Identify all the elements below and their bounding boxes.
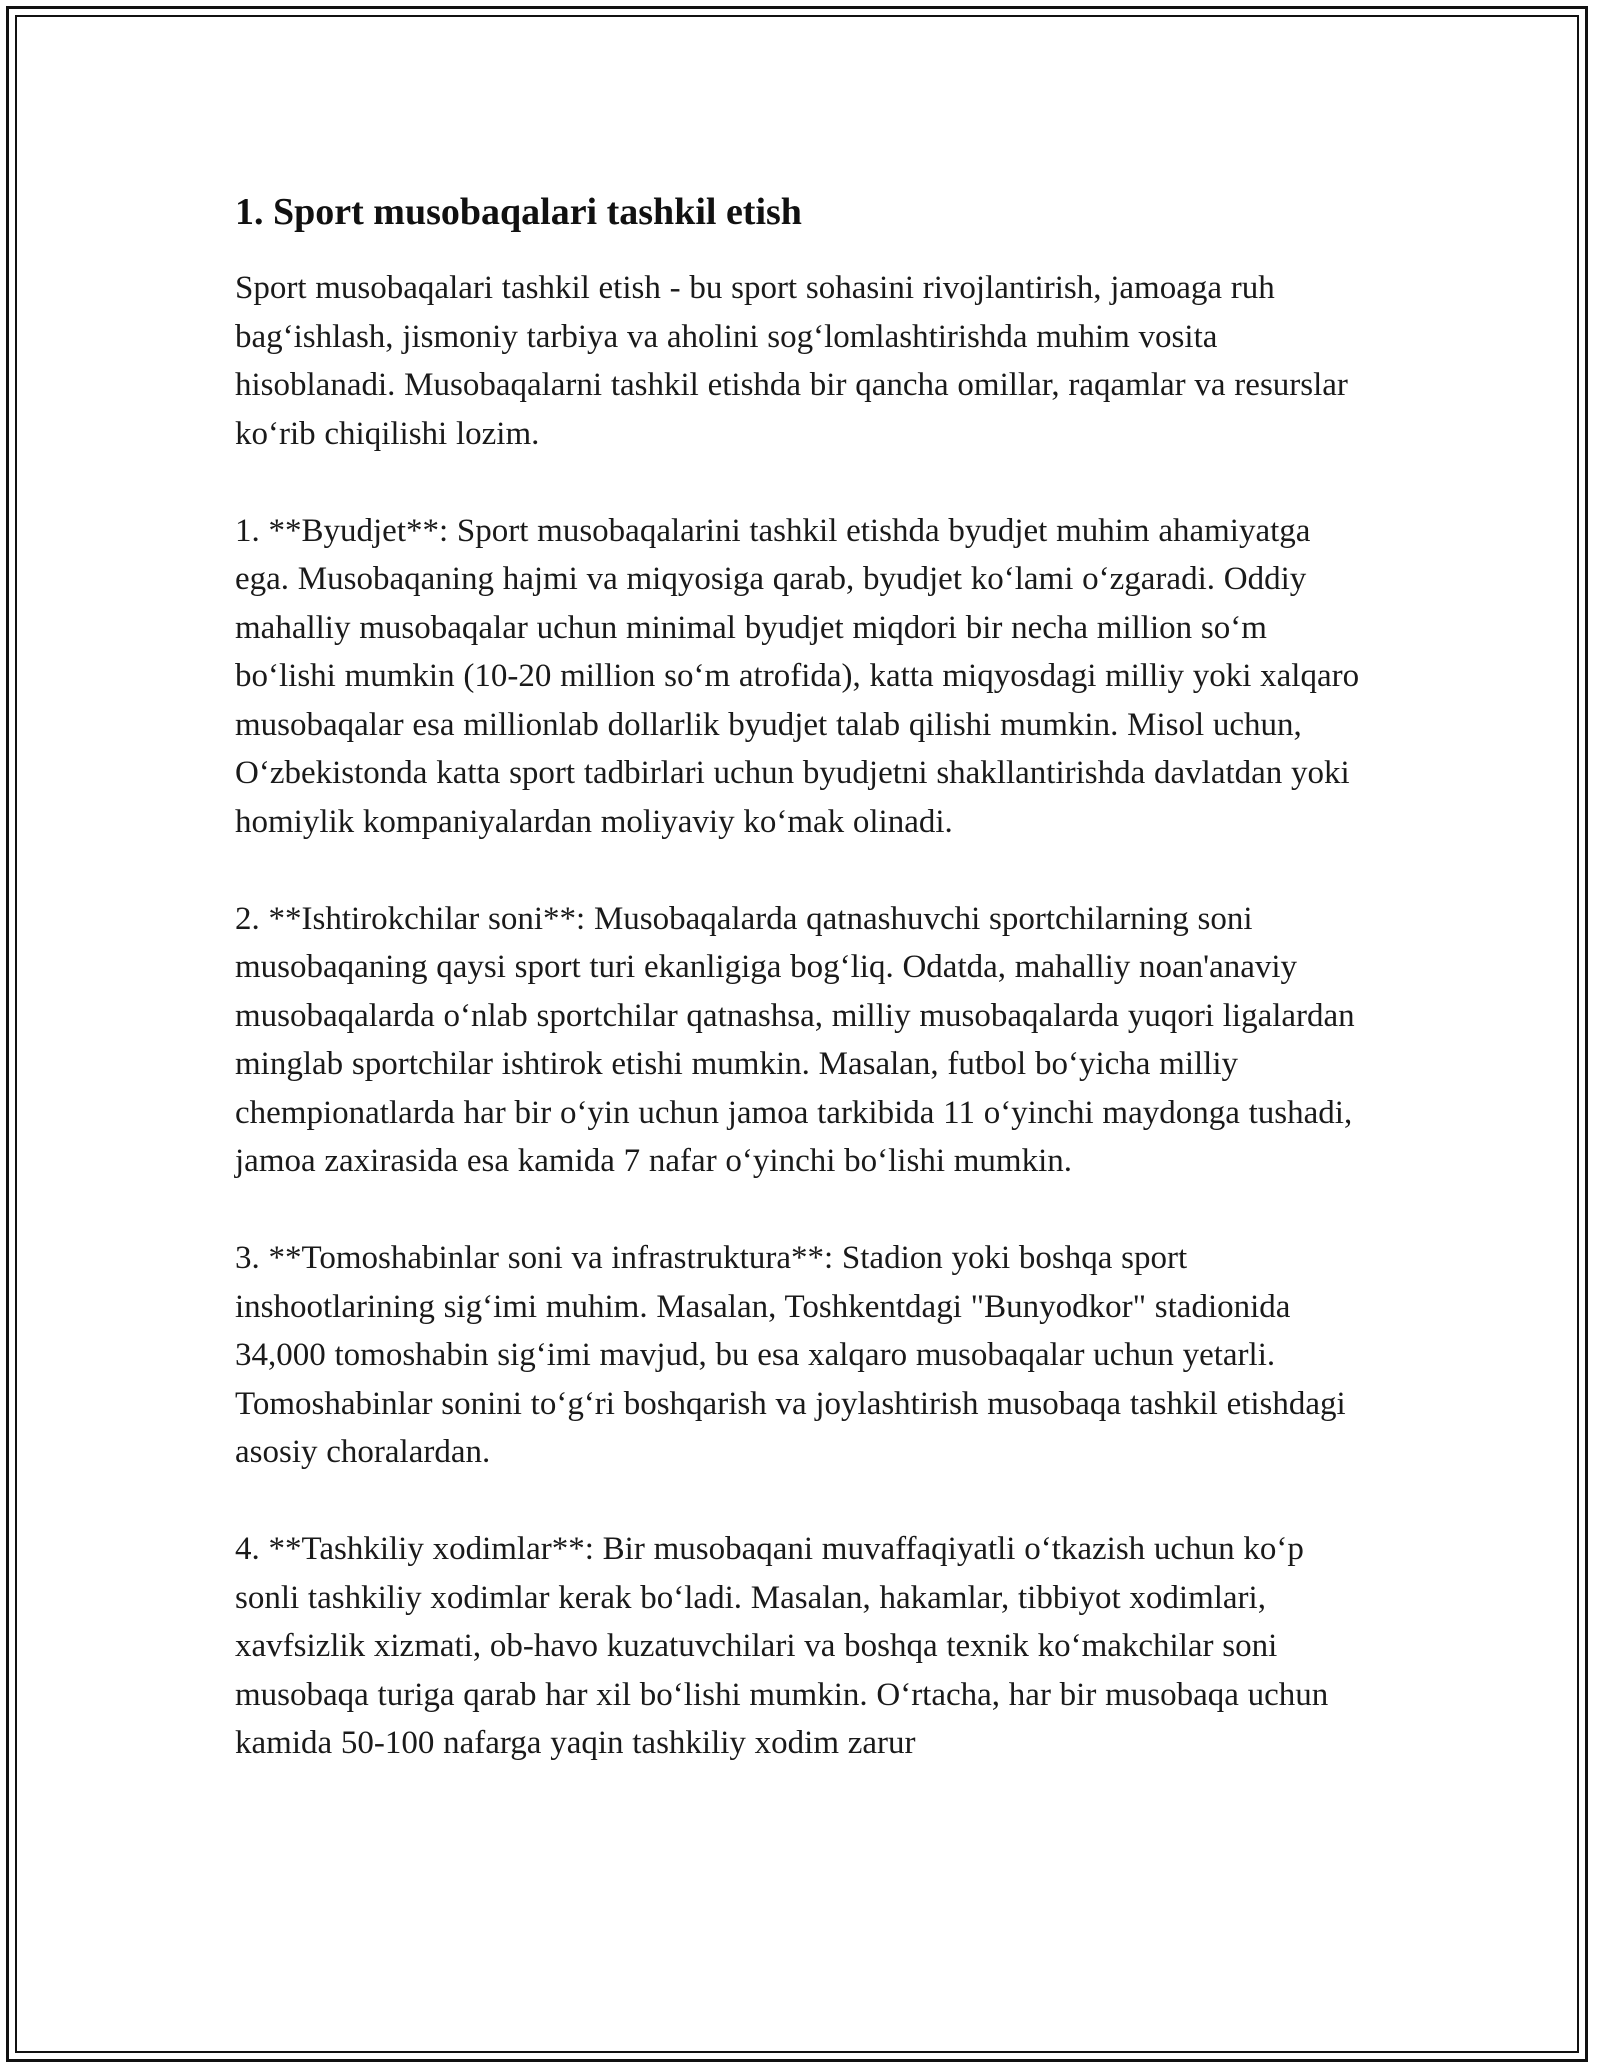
document-body bbox=[235, 188, 1370, 1768]
budget-paragraph: 1. **Byudjet**: Sport musobaqalarini tashkil etishda byudjet muhim ahamiyatga ega. Musobaqaning hajmi va miqyosiga qarab, byudjet ko‘lami o‘zgaradi. Oddiy mahalliy musobaqalar uchun minimal byudjet miqdori bir necha million so‘m bo‘lishi mumkin (10-20 million so‘m atrofida), katta miqyosdagi milliy yoki xalqaro musobaqalar esa millionlab dollarlik byudjet talab qilishi mumkin. Misol uchun, O‘zbekistonda katta sport tadbirlari uchun byudjetni shakllantirishda davlatdan yoki homiylik kompaniyalardan moliyaviy ko‘mak olinadi. bbox=[235, 512, 1360, 840]
staff-paragraph: 4. **Tashkiliy xodimlar**: Bir musobaqani muvaffaqiyatli o‘tkazish uchun ko‘p sonli tashkiliy xodimlar kerak bo‘ladi. Masalan, hakamlar, tibbiyot xodimlari, xavfsizlik xizmati, ob-havo kuzatuvchilari va boshqa texnik ko‘makchilar soni musobaqa turiga qarab har xil bo‘lishi mumkin. O‘rtacha, har bir musobaqa uchun kamida 50-100 nafarga yaqin tashkiliy xodim zarur bbox=[235, 1531, 1329, 1761]
participants-paragraph: 2. **Ishtirokchilar soni**: Musobaqalarda qatnashuvchi sportchilarning soni musobaqaning qaysi sport turi ekanligiga bog‘liq. Odatda, mahalliy noan'anaviy musobaqalarda o‘nlab sportchilar qatnashsa, milliy musobaqalarda yuqori ligalardan minglab sportchilar ishtirok etishi mumkin. Masalan, futbol bo‘yicha milliy chempionatlarda har bir o‘yin uchun jamoa tarkibida 11 o‘yinchi maydonga tushadi, jamoa zaxirasida esa kamida 7 nafar o‘yinchi bo‘lishi mumkin. bbox=[235, 900, 1355, 1179]
spectators-infrastructure-paragraph: 3. **Tomoshabinlar soni va infrastruktura**: Stadion yoki boshqa sport inshootlarining sig‘imi muhim. Masalan, Toshkentdagi "Bunyodkor" stadionida 34,000 tomoshabin sig‘imi mavjud, bu esa xalqaro musobaqalar uchun yetarli. Tomoshabinlar sonini to‘g‘ri boshqarish va joylashtirish musobaqa tashkil etishdagi asosiy choralardan. bbox=[235, 1240, 1346, 1470]
intro-paragraph: Sport musobaqalari tashkil etish - bu sport sohasini rivojlantirish, jamoaga ruh bag‘ishlash, jismoniy tarbiya va aholini sog‘lomlashtirishda muhim vosita hisoblanadi. Musobaqalarni tashkil etishda bir qancha omillar, raqamlar va resurslar ko‘rib chiqilishi lozim. bbox=[235, 270, 1348, 452]
section-heading: 1. Sport musobaqalari tashkil etish bbox=[235, 191, 802, 233]
